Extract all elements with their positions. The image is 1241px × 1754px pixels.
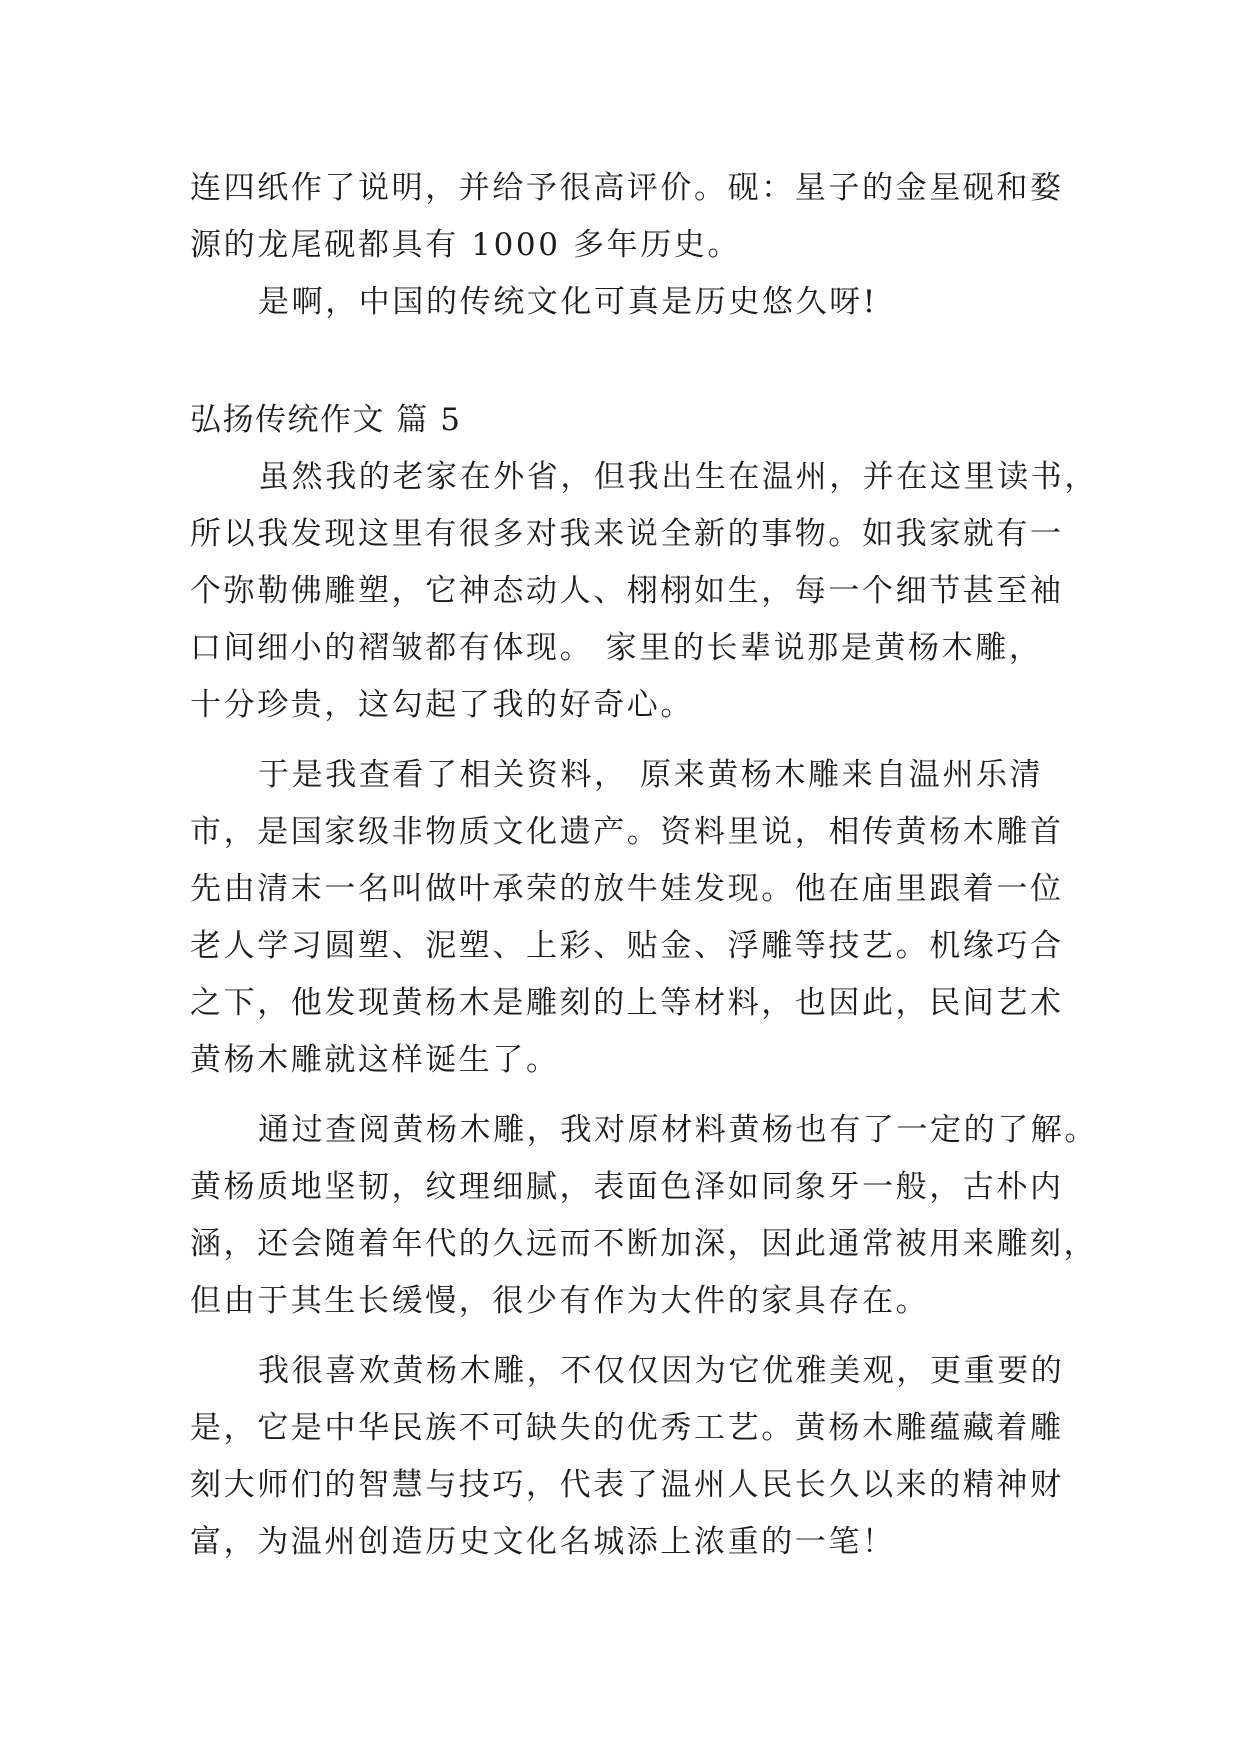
closing-paragraph [190,274,1050,331]
paragraph-1 [190,449,1098,734]
paragraph-line: 市，是国家级非物质文化遗产。资料里说，相传黄杨木雕首 [190,814,1064,850]
paragraph-3 [190,1102,1098,1330]
paragraph-line: 虽然我的老家在外省，但我出生在温州，并在这里读书， [258,459,1098,495]
paragraph-line: 口间细小的褶皱都有体现。 家里的长辈说那是黄杨木雕， [190,630,1043,666]
paragraph-line: 通过查阅黄杨木雕，我对原材料黄杨也有了一定的了解。 [258,1112,1098,1148]
paragraph-line: 源的龙尾砚都具有 1000 多年历史。 [190,227,741,263]
paragraph-line: 之下，他发现黄杨木是雕刻的上等材料，也因此，民间艺术 [190,985,1064,1021]
paragraph-line: 黄杨质地坚韧，纹理细腻，表面色泽如同象牙一般，古朴内 [190,1169,1064,1205]
paragraph-line: 是啊，中国的传统文化可真是历史悠久呀! [258,284,878,320]
continued-paragraph [190,160,1064,274]
paragraph-line: 先由清末一名叫做叶承荣的放牛娃发现。他在庙里跟着一位 [190,871,1064,907]
section-title: 弘扬传统作文 篇 5 [190,402,462,438]
paragraph-line: 涵，还会随着年代的久远而不断加深，因此通常被用来雕刻， [190,1226,1098,1262]
paragraph-line: 个弥勒佛雕塑，它神态动人、栩栩如生，每一个细节甚至袖 [190,573,1064,609]
paragraph-line: 老人学习圆塑、泥塑、上彩、贴金、浮雕等技艺。机缘巧合 [190,928,1064,964]
paragraph-line: 刻大师们的智慧与技巧，代表了温州人民长久以来的精神财 [190,1467,1064,1503]
paragraph-line: 于是我查看了相关资料， 原来黄杨木雕来自温州乐清 [258,757,1044,793]
paragraph-line: 我很喜欢黄杨木雕，不仅仅因为它优雅美观，更重要的 [258,1353,1065,1389]
paragraph-line: 是，它是中华民族不可缺失的优秀工艺。黄杨木雕蕴藏着雕 [190,1410,1064,1446]
paragraph-2 [190,747,1064,1089]
paragraph-line: 黄杨木雕就这样诞生了。 [190,1042,560,1078]
paragraph-line: 所以我发现这里有很多对我来说全新的事物。如我家就有一 [190,516,1064,552]
paragraph-line: 富，为温州创造历史文化名城添上浓重的一笔！ [190,1524,896,1560]
paragraph-line: 但由于其生长缓慢，很少有作为大件的家具存在。 [190,1283,930,1319]
paragraph-line: 十分珍贵，这勾起了我的好奇心。 [190,687,694,723]
paragraph-4 [190,1343,1065,1571]
paragraph-line: 连四纸作了说明，并给予很高评价。砚：星子的金星砚和婺 [190,170,1064,206]
